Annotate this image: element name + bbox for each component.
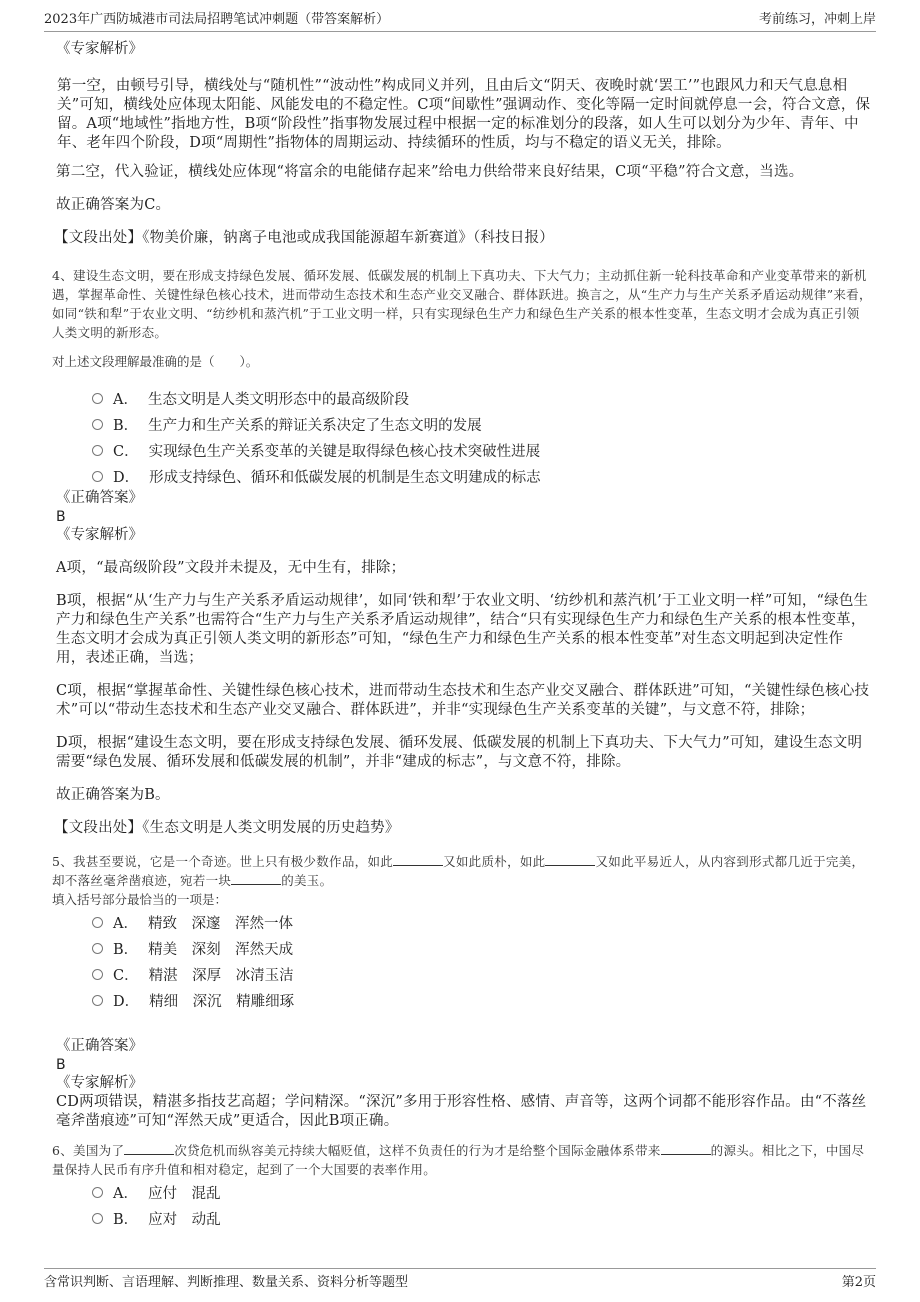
header-slogan: 考前练习，冲刺上岸 xyxy=(758,12,876,27)
radio-icon[interactable] xyxy=(92,1213,103,1224)
expert-analysis-label: 《专家解析》 xyxy=(56,527,143,543)
page-footer xyxy=(44,1268,876,1292)
option-a[interactable]: A． 精致 深邃 浑然一体 xyxy=(92,909,872,935)
fill-blank xyxy=(393,853,443,866)
fill-blank xyxy=(124,1142,174,1155)
analysis-paragraph: C项，根据“掌握革命性、关键性绿色核心技术，进而带动生态技术和生态产业交叉融合、群体跃进”可知，“关键性绿色核心技术”可以“带动生态技术和生态产业交叉融合、群体跃进”，并非“实现绿色生产关系变革的关键”，与文意不符，排除； xyxy=(56,683,870,718)
question-stem: 4、建设生态文明，要在形成支持绿色发展、循环发展、低碳发展的机制上下真功夫、下大气力；主动抓住新一轮科技革命和产业变革带来的新机遇，掌握革命性、关键性绿色核心技术，进而带动生态技术和生态产业交叉融合、群体跃进。换言之，从“生产力与生产关系矛盾运动规律”来看，如同“铁和犁”于农业文明、“纺纱机和蒸汽机”于工业文明一样，只有实现绿色生产力和绿色生产关系的根本性变革，生态文明才会成为真正引领人类文明的新形态。 xyxy=(52,268,872,340)
radio-icon[interactable] xyxy=(92,471,103,482)
analysis-paragraph: B项，根据“从‘生产力与生产关系矛盾运动规律’，如同‘铁和犁’于农业文明、‘纺纱机和蒸汽机’于工业文明一样”可知，“绿色生产力和绿色生产关系”也需符合“生产力与生产关系矛盾运动规律”，结合“只有实现绿色生产力和绿色生产关系的根本性变革，生态文明才会成为真正引领人类文明的新形态”可知，“绿色生产力和绿色生产关系的根本性变革”对生态文明起到决定性作用，表述正确，当选； xyxy=(56,593,869,666)
correct-answer: B xyxy=(56,1057,66,1073)
option-d[interactable]: D． 精细 深沉 精雕细琢 xyxy=(92,987,872,1013)
analysis-paragraph: CD两项错误，精湛多指技艺高超；学问精深。“深沉”多用于形容性格、感情、声音等，这两个词都不能形容作品。由“不落丝毫斧凿痕迹”可知“浑然天成”更适合，因此B项正确。 xyxy=(56,1094,867,1129)
source-citation: 【文段出处】《物美价廉，钠离子电池或成我国能源超车新赛道》（科技日报） xyxy=(54,230,554,246)
question-prompt: 填入括号部分最恰当的一项是： xyxy=(52,892,228,907)
answer-conclusion: 故正确答案为B。 xyxy=(56,787,170,803)
options-list xyxy=(92,909,872,1013)
expert-analysis-label: 《专家解析》 xyxy=(56,41,143,57)
correct-answer: B xyxy=(56,509,66,525)
option-b[interactable]: B． 精美 深刻 浑然天成 xyxy=(92,935,872,961)
footer-description: 含常识判断、言语理解、判断推理、数量关系、资料分析等题型 xyxy=(44,1275,409,1290)
fill-blank xyxy=(231,872,281,885)
fill-blank xyxy=(661,1142,711,1155)
page-content xyxy=(52,40,872,1231)
option-a[interactable]: A． 生态文明是人类文明形态中的最高级阶段 xyxy=(92,385,872,411)
radio-icon[interactable] xyxy=(92,969,103,980)
radio-icon[interactable] xyxy=(92,917,103,928)
analysis-paragraph: 第一空，由顿号引导，横线处与“随机性”“波动性”构成同义并列，且由后文“阴天、夜晚时就‘罢工’”也跟风力和天气息息相关”可知，横线处应体现太阳能、风能发电的不稳定性。C项“间歇性”强调动作、变化等隔一定时间就停息一会，符合文意，保留。A项“地域性”指地方性，B项“阶段性”指事物发展过程中根据一定的标准划分的段落，如人生可以划分为少年、青年、中年、老年四个阶段，D项“周期性”指物体的周期运动、持续循环的性质，均与不稳定的语义无关，排除。 xyxy=(57,78,871,151)
option-a[interactable]: A． 应付 混乱 xyxy=(92,1179,872,1205)
analysis-paragraph: 第二空，代入验证，横线处应体现“将富余的电能储存起来”给电力供给带来良好结果，C项“平稳”符合文意，当选。 xyxy=(56,164,804,180)
options-list xyxy=(92,1179,872,1231)
question-stem: 5、我甚至要说，它是一个奇迹。世上只有极少数作品，如此 又如此质朴，如此 又如此平易近人，从内容到形式都几近于完美，却不落丝毫斧凿痕迹，宛若一块 的美玉。 xyxy=(52,854,865,888)
answer-conclusion: 故正确答案为C。 xyxy=(56,197,171,213)
option-b[interactable]: B． 应对 动乱 xyxy=(92,1205,872,1231)
fill-blank xyxy=(545,853,595,866)
analysis-paragraph: D项，根据“建设生态文明，要在形成支持绿色发展、循环发展、低碳发展的机制上下真功夫、下大气力”可知，建设生态文明需要“绿色发展、循环发展和低碳发展的机制”，并非“建成的标志”，与文意不符，排除。 xyxy=(56,735,863,770)
page-header xyxy=(44,8,876,32)
option-c[interactable]: C． 精湛 深厚 冰清玉洁 xyxy=(92,961,872,987)
radio-icon[interactable] xyxy=(92,995,103,1006)
expert-analysis-label: 《专家解析》 xyxy=(56,1075,143,1091)
document-title: 2023年广西防城港市司法局招聘笔试冲刺题（带答案解析） xyxy=(44,12,390,27)
radio-icon[interactable] xyxy=(92,1187,103,1198)
correct-answer-label: 《正确答案》 xyxy=(56,1038,143,1054)
options-list xyxy=(92,385,872,489)
page-number: 第2页 xyxy=(841,1275,876,1290)
radio-icon[interactable] xyxy=(92,445,103,456)
correct-answer-label: 《正确答案》 xyxy=(56,490,143,506)
question-stem: 6、美国为了 次贷危机而纵容美元持续大幅贬值，这样不负责任的行为才是给整个国际金融体系带来 的源头。相比之下，中国尽量保持人民币有序升值和相对稳定，起到了一个大国要的表率作用。 xyxy=(52,1143,865,1177)
option-c[interactable]: C． 实现绿色生产关系变革的关键是取得绿色核心技术突破性进展 xyxy=(92,437,872,463)
radio-icon[interactable] xyxy=(92,943,103,954)
radio-icon[interactable] xyxy=(92,419,103,430)
analysis-paragraph: A项，“最高级阶段”文段并未提及，无中生有，排除； xyxy=(56,560,406,576)
radio-icon[interactable] xyxy=(92,393,103,404)
option-b[interactable]: B． 生产力和生产关系的辩证关系决定了生态文明的发展 xyxy=(92,411,872,437)
source-citation: 【文段出处】《生态文明是人类文明发展的历史趋势》 xyxy=(54,820,400,836)
option-d[interactable]: D． 形成支持绿色、循环和低碳发展的机制是生态文明建成的标志 xyxy=(92,463,872,489)
question-prompt: 对上述文段理解最准确的是（ ）。 xyxy=(52,354,259,369)
